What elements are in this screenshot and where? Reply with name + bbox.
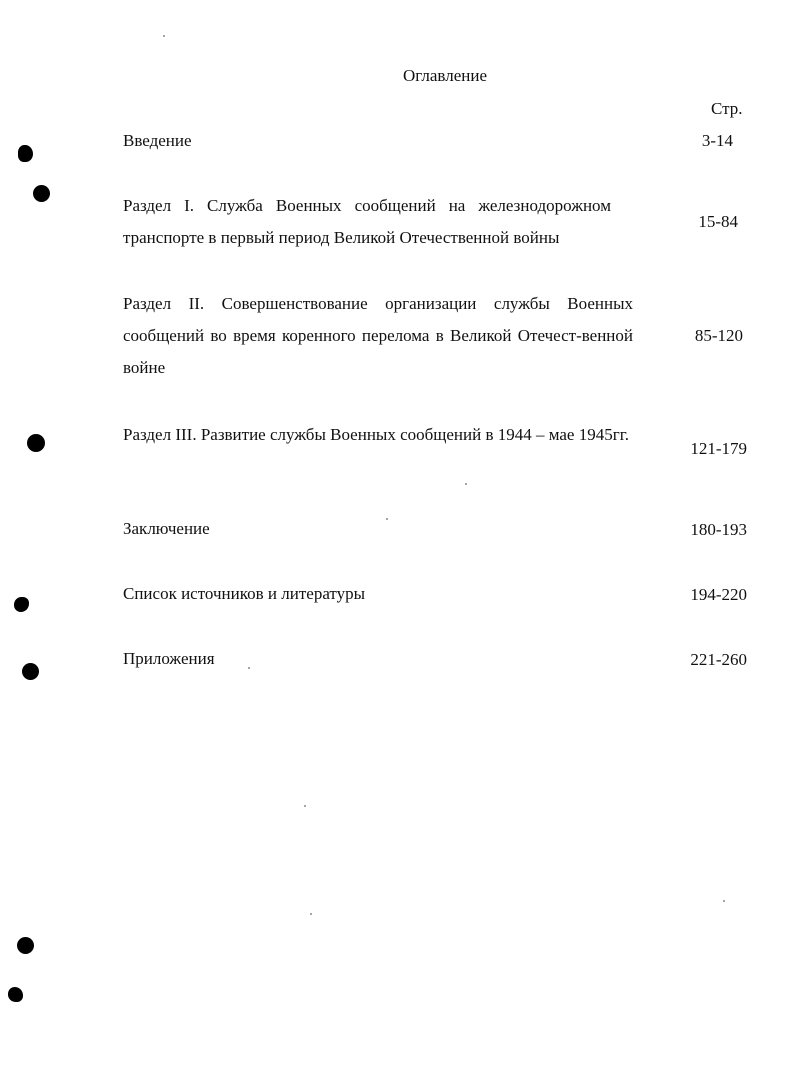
punch-hole-mark [14,597,29,612]
toc-page-sources: 194-220 [690,585,747,604]
punch-hole-mark [27,434,45,452]
punch-hole-mark [18,145,33,162]
punch-hole-mark [8,987,23,1002]
scan-speck [386,518,388,520]
toc-entry-intro: Введение [123,131,192,150]
toc-entry-section-1: Раздел I. Служба Военных сообщений на железнодорожном транспорте в первый период Великой Отечественной войны [123,196,611,247]
toc-entry-section-2: Раздел II. Совершенствование организации службы Военных сообщений во время коренного перелома в Великой Отечест-венной войне [123,294,633,377]
punch-hole-mark [33,185,50,202]
toc-entry-appendices: Приложения [123,649,215,668]
toc-page-appendices: 221-260 [690,650,747,669]
toc-entry-section-3: Раздел III. Развитие службы Военных сообщений в 1944 – мае 1945гг. [123,425,629,444]
scan-speck [304,805,306,807]
scan-speck [465,483,467,485]
scan-speck [248,667,250,669]
punch-hole-mark [17,937,34,954]
toc-page-conclusion: 180-193 [690,520,747,539]
toc-entry-sources: Список источников и литературы [123,584,366,603]
page-column-header: Стр. [711,99,743,118]
scan-speck [163,35,165,37]
toc-page-section-2: 85-120 [694,326,743,345]
toc-entry-conclusion: Заключение [123,519,210,538]
toc-page-section-3: 121-179 [690,439,747,458]
toc-page-intro: 3-14 [701,131,733,150]
toc-page-section-1: 15-84 [698,212,738,231]
toc-title: Оглавление [403,66,487,85]
scan-speck [310,913,312,915]
punch-hole-mark [22,663,39,680]
scan-speck [723,900,725,902]
